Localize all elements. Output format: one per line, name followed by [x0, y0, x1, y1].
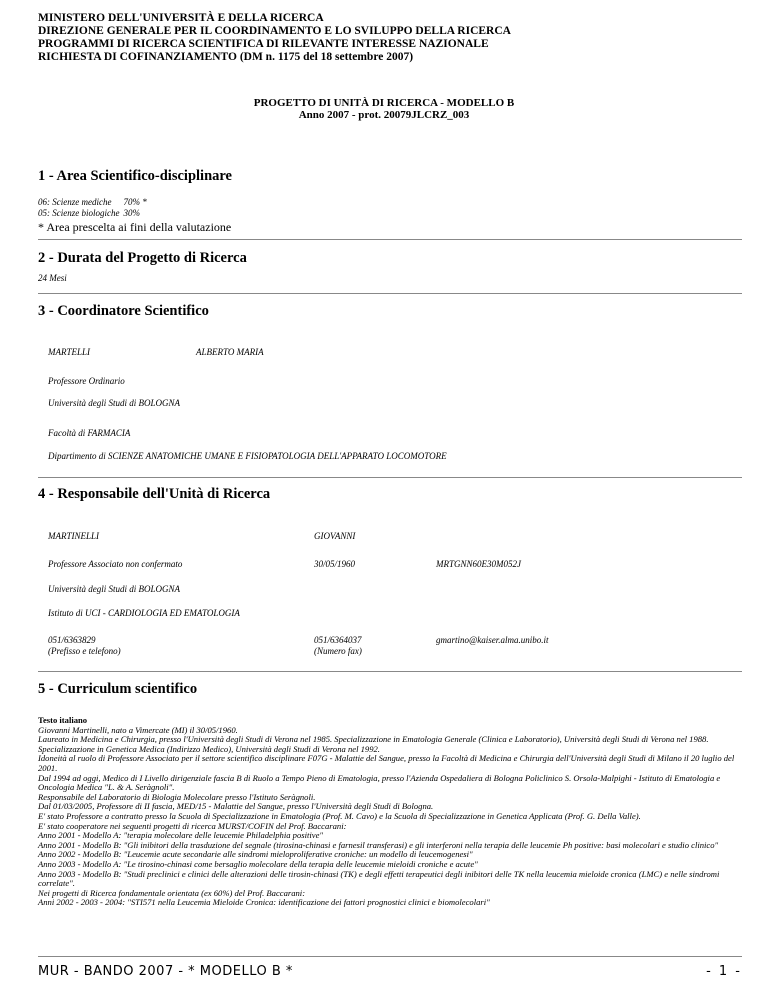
email-address: gmartino@kaiser.alma.unibo.it: [436, 635, 549, 645]
curriculum-line: Dal 1994 ad oggi, Medico di I Livello dirigenziale fascia B di Ruolo a Tempo Pieno di Ematologia, presso l'Azienda Ospedaliera di Bologna Policlinico S. Orsola-Malpighi - Istituto di Ematologia e Oncologia Medica "L. & A. Seràgnoli".: [38, 772, 721, 793]
curriculum-line: E' stato Professore a contratto presso la Scuola di Specializzazione in Ematologia (Prof. M. Cavo) e la Scuola di Specializzazione in Genetica Applicata (Prof. G. Della Valle).: [38, 810, 641, 821]
divider: [38, 477, 742, 478]
area-row: [38, 208, 151, 219]
unit-head-role: Professore Associato non confermato: [48, 559, 183, 569]
curriculum-text: [38, 716, 742, 908]
coordinator-department: Dipartimento di SCIENZE ANATOMICHE UMANE E FISIOPATOLOGIA DELL'APPARATO LOCOMOTORE: [48, 451, 447, 461]
ministry-header: [38, 12, 511, 64]
area-percent: 30%: [123, 208, 140, 218]
curriculum-line: Anno 2001 - Modello B: "Gli inibitori della trasduzione del segnale (tirosina-chinasi e farnesil transferasi) e gli interferoni nella terapia delle leucemie Ph positive: basi molecolari e studio clinico": [38, 839, 719, 850]
coordinator-surname: MARTELLI: [48, 347, 91, 357]
area-name: 05: Scienze biologiche: [38, 208, 120, 218]
area-name: 06: Scienze mediche: [38, 197, 112, 207]
footer-label: MUR - BANDO 2007 - * MODELLO B *: [38, 964, 293, 979]
curriculum-line: Laureato in Medicina e Chirurgia, presso l'Università degli Studi di Verona nel 1985. Specializzazione in Ematologia Generale (Clinica e Laboratorio), Università degli Studi di Verona nel 1988. Specializzazione in Genetica Medica (Indirizzo Medico), Università degli Studi di Verona nel 1992.: [38, 734, 709, 754]
curriculum-line: Idoneità al ruolo di Professore Associato per il settore scientifico disciplinare F07G - Malattie del Sangue, presso la Facoltà di Medicina e Chirurgia dell'Università degli Studi di Milano il 20 luglio del 2001.: [38, 753, 735, 773]
duration-value: 24 Mesi: [38, 273, 67, 283]
section-4-title: 4 - Responsabile dell'Unità di Ricerca: [38, 486, 271, 502]
header-line: PROGRAMMI DI RICERCA SCIENTIFICA DI RILEVANTE INTERESSE NAZIONALE: [38, 38, 489, 50]
unit-head-tax-code: MRTGNN60E30M052J: [436, 559, 521, 569]
phone-label: (Prefisso e telefono): [48, 646, 121, 656]
curriculum-line: Anno 2001 - Modello A: "terapia molecolare delle leucemie Philadelphia positive": [38, 830, 324, 841]
fax-label: (Numero fax): [314, 646, 362, 656]
divider: [38, 956, 742, 957]
curriculum-line: Nei progetti di Ricerca fondamentale orientata (ex 60%) del Prof. Baccarani:: [38, 887, 306, 898]
curriculum-line: E' stato cooperatore nei seguenti progetti di ricerca MURST/COFIN del Prof. Baccarani:: [38, 820, 347, 831]
fax-block: [314, 635, 362, 657]
unit-head-birthdate: 30/05/1960: [314, 559, 356, 569]
curriculum-line: Giovanni Martinelli, nato a Vimercate (MI) il 30/05/1960.: [38, 724, 238, 735]
header-line: RICHIESTA DI COFINANZIAMENTO (DM n. 1175 del 18 settembre 2007): [38, 51, 414, 63]
divider: [38, 293, 742, 294]
phone-number: 051/6363829: [48, 635, 96, 645]
section-1-title: 1 - Area Scientifico-disciplinare: [38, 168, 232, 184]
unit-head-surname: MARTINELLI: [48, 531, 100, 541]
phone-block: [48, 635, 121, 657]
curriculum-line: Responsabile del Laboratorio di Biologia Molecolare presso l'Istituto Seràgnoli.: [38, 791, 316, 802]
coordinator-faculty: Facoltà di FARMACIA: [48, 428, 131, 438]
area-percent: 70% *: [123, 197, 147, 207]
coordinator-university: Università degli Studi di BOLOGNA: [48, 398, 180, 408]
project-subtitle: Anno 2007 - prot. 20079JLCRZ_003: [298, 109, 470, 121]
project-title-block: [0, 97, 768, 121]
header-line: MINISTERO DELL'UNIVERSITÀ E DELLA RICERCA: [38, 12, 324, 24]
area-row: [38, 197, 151, 208]
area-list: [38, 197, 151, 219]
project-title: PROGETTO DI UNITÀ DI RICERCA - MODELLO B: [253, 97, 515, 109]
curriculum-line: Anno 2003 - Modello A: "Le tirosino-chinasi come bersaglio molecolare della terapia delle leucemie mieloidi croniche e acute": [38, 858, 478, 869]
coordinator-name: ALBERTO MARIA: [196, 347, 264, 357]
section-2-title: 2 - Durata del Progetto di Ricerca: [38, 250, 247, 266]
curriculum-line: Dal 01/03/2005, Professore di II fascia, MED/15 - Malattie del Sangue, presso l'Università degli Studi di Bologna.: [38, 801, 434, 812]
header-line: DIREZIONE GENERALE PER IL COORDINAMENTO E LO SVILUPPO DELLA RICERCA: [38, 25, 511, 37]
coordinator-role: Professore Ordinario: [48, 376, 125, 386]
curriculum-line: Anno 2002 - Modello B: "Leucemie acute secondarie alle sindromi mieloproliferative croniche: un modello di leucemogenesi": [38, 849, 473, 860]
unit-head-university: Università degli Studi di BOLOGNA: [48, 584, 180, 594]
curriculum-line: Anni 2002 - 2003 - 2004: "STI571 nella Leucemia Mieloide Cronica: identificazione dei fattori prognostici clinici e biomolecolari": [38, 897, 490, 908]
curriculum-heading: Testo italiano: [38, 715, 88, 725]
curriculum-line: Anno 2003 - Modello B: "Studi preclinici e clinici delle alterazioni delle tirosin-chinasi (TK) e degli effetti terapeutici degli inibitori delle TK nella leucemia mieloide cronica (LMC) e nelle sindromi correlate".: [38, 868, 720, 889]
divider: [38, 671, 742, 672]
area-note: * Area prescelta ai fini della valutazione: [38, 220, 232, 234]
unit-head-name: GIOVANNI: [314, 531, 356, 541]
section-5-title: 5 - Curriculum scientifico: [38, 681, 198, 697]
divider: [38, 239, 742, 240]
section-3-title: 3 - Coordinatore Scientifico: [38, 303, 209, 319]
fax-number: 051/6364037: [314, 635, 362, 645]
unit-head-institute: Istituto di UCI - CARDIOLOGIA ED EMATOLOGIA: [48, 608, 240, 618]
page-number: - 1 -: [706, 964, 742, 979]
